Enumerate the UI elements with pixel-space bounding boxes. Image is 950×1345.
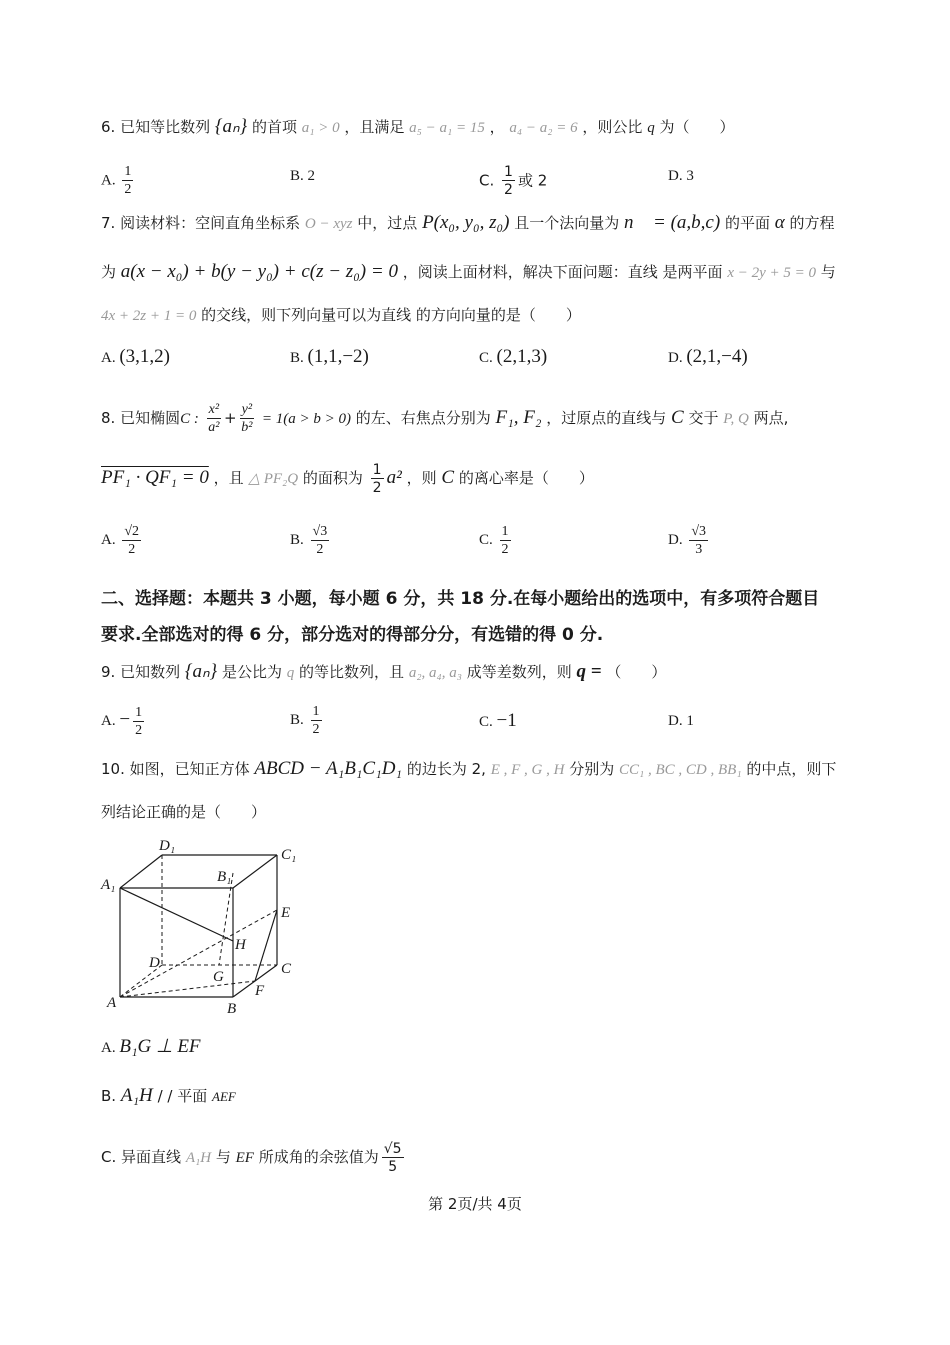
edge-b1-c1 [233, 855, 277, 888]
q10-line1: 10. 如图，已知正方体 ABCD − A₁B₁C₁D₁ 的边长为 2, E , F , G , H 分别为 CC₁ , BC , CD , BB₁ 的中点，则下 [101, 758, 837, 779]
q8-line2: PF₁ · QF₁ = 0 ，且 △ PF₂Q 的面积为 $\frac{1}{2}$ a² ，则 C 的离心率是（ ） [101, 461, 594, 496]
q7-option-b: B. (1,1,−2) [290, 346, 369, 367]
page-footer: 第 2页/共 4页 [428, 1195, 522, 1213]
hidden-segment-a-e [120, 910, 277, 997]
segment-a1-h [120, 888, 233, 941]
hidden-segment-a-f [120, 981, 255, 997]
q6-cond1: a₁ > 0 [301, 120, 340, 136]
q9-stem: 9. 已知数列 {aₙ} 是公比为 q 的等比数列，且 a₂, a₄, a₃ 成等差数列，则 q = （ ） [101, 661, 667, 682]
q10-option-c: C. 异面直线 A₁H 与 EF 所成角的余弦值为 $\frac{√5}{5}$ [101, 1140, 402, 1175]
q8-option-c: C. $\frac{1}{2}$ [479, 523, 509, 557]
q8-option-a: A. $\frac{√2}{2}$ [101, 523, 140, 557]
q9-option-d: D. 1 [668, 713, 694, 729]
label-a1: A₁ [101, 877, 116, 893]
label-c: C [281, 961, 292, 977]
q7-option-d: D. (2,1,−4) [668, 346, 748, 367]
q6-option-b: B. 2 [290, 168, 316, 184]
q6-option-d: D. 3 [668, 168, 694, 184]
label-b: B [227, 1001, 237, 1017]
q10-option-a: A. B₁G ⊥ EF [101, 1036, 201, 1057]
section2-line1: 二、选择题：本题共 3 小题，每小题 6 分，共 18 分.在每小题给出的选项中，有多项符合题目 [101, 589, 820, 609]
label-g: G [213, 969, 224, 985]
q10-line2: 列结论正确的是（ ） [101, 803, 267, 821]
label-a: A [107, 995, 117, 1011]
q7-line2: 为 a(x − x₀) + b(y − y₀) + c(z − z₀) = 0 ，阅读上面材料，解决下面问题：直线 是两平面 x − 2y + 5 = 0 与 [101, 261, 836, 282]
q6-cond3: a₄ − a₂ = 6 [509, 120, 578, 136]
q9-option-a: A. − $\frac{1}{2}$ [101, 704, 143, 738]
q9-option-c: C. −1 [479, 710, 517, 731]
section2-line2: 要求.全部选对的得 6 分，部分选对的得部分分，有选错的得 0 分. [101, 625, 604, 645]
q7-option-c: C. (2,1,3) [479, 346, 548, 367]
q6-stem: 6. 已知等比数列 {aₙ} 的首项 a₁ > 0 ，且满足 a₅ − a₁ = 15 ， a₄ − a₂ = 6 ，则公比 q 为（ ） [101, 116, 735, 137]
q8-option-b: B. $\frac{√3}{2}$ [290, 523, 328, 557]
edge-a1-d1 [120, 855, 162, 888]
label-c1: C₁ [281, 847, 297, 863]
q6-option-c: C. $\frac{1}{2}$ 或 2 [479, 164, 548, 198]
label-h: H [235, 937, 246, 953]
q6-seq: {aₙ} [214, 116, 248, 137]
label-f: F [255, 983, 265, 999]
label-b1: B₁ [217, 869, 232, 885]
label-e: E [281, 905, 291, 921]
q7-option-a: A. (3,1,2) [101, 346, 170, 367]
hidden-segment-b1-g [219, 873, 233, 965]
label-d: D [149, 955, 160, 971]
q9-option-b: B. $\frac{1}{2}$ [290, 703, 320, 737]
q7-line3: 4x + 2z + 1 = 0 的交线，则下列向量可以为直线 的方向向量的是（ ） [101, 306, 581, 324]
cube-figure [95, 835, 315, 1020]
q10-option-b: B. A₁H / / 平面 AEF [101, 1085, 236, 1106]
q6-cond2: a₅ − a₁ = 15 [409, 120, 485, 136]
label-d1: D₁ [159, 838, 176, 854]
q8-option-d: D. $\frac{√3}{3}$ [668, 523, 707, 557]
q8-line1: 8. 已知椭圆C : $\frac{\text{x²}}{\text{a²}}$ + $\frac{\text{y²}}{\text{b²}}$ = 1(a > b > 0) 的左、右焦点分别为 F₁, F₂ ，过原点的直线与 C 交于 P, Q 两点, [101, 401, 789, 435]
q7-line1: 7. 阅读材料：空间直角坐标系 O − xyz 中，过点 P(x₀, y₀, z₀) 且一个法向量为 n⃗ = (a,b,c) 的平面 α 的方程 [101, 212, 835, 233]
q6-option-a: A. $\frac{1}{2}$ [101, 164, 132, 197]
